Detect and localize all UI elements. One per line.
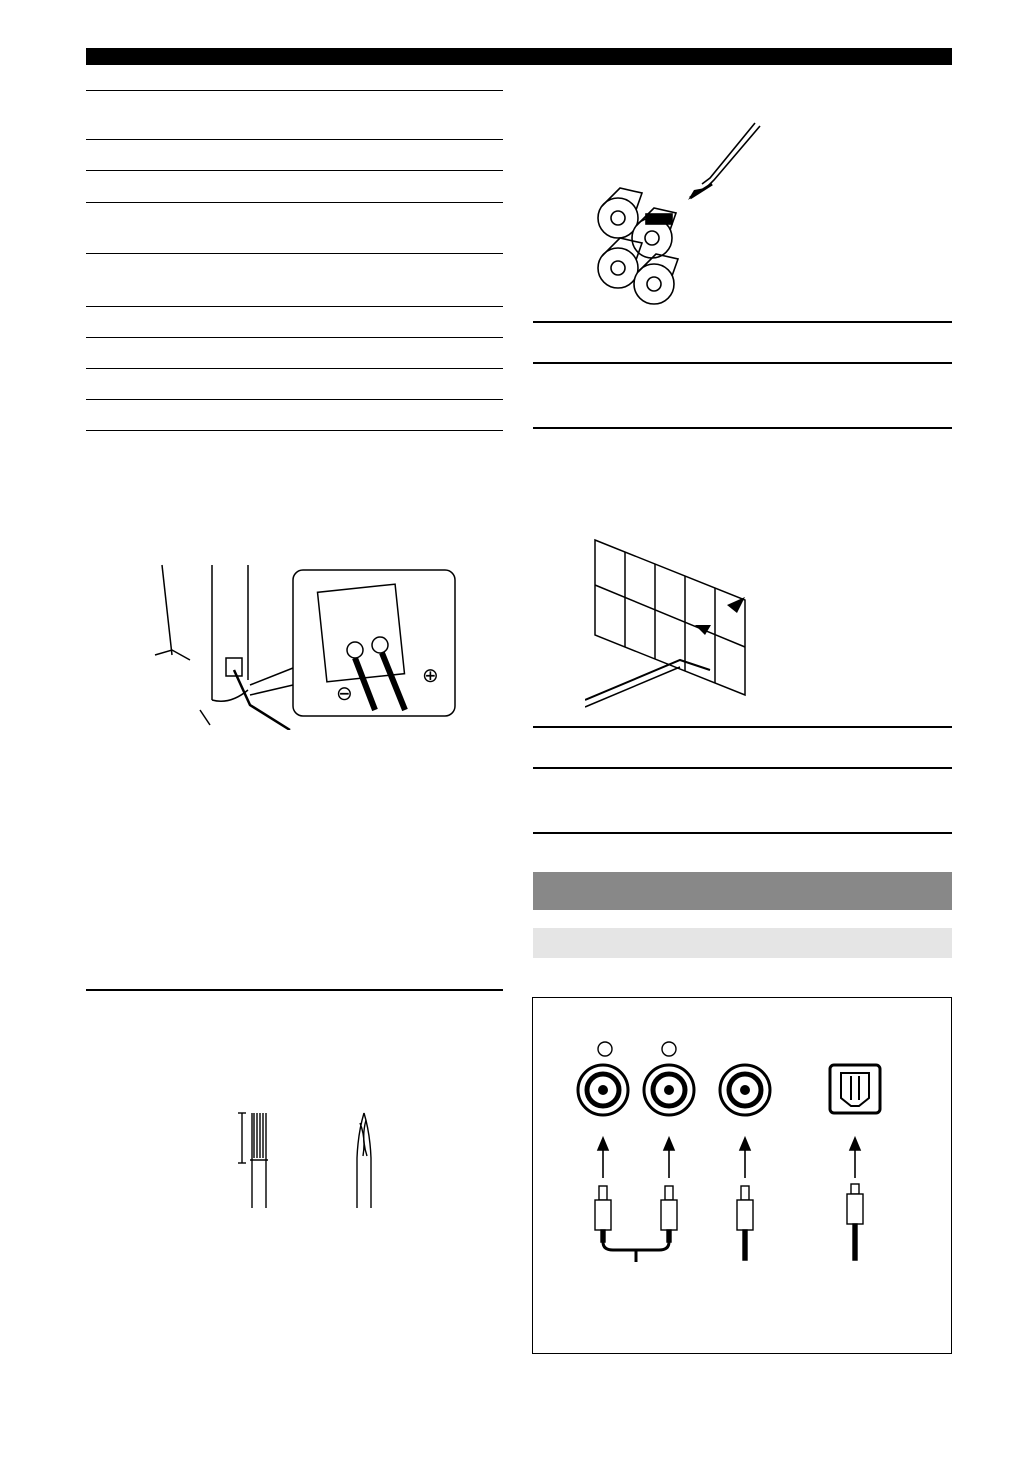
speaker-terminal-rear-figure xyxy=(150,560,460,730)
table-rule xyxy=(86,139,503,140)
indicator-circle xyxy=(662,1042,676,1056)
rca-jack-left xyxy=(578,1065,628,1115)
arrow-icon xyxy=(690,184,712,198)
input-jacks-figure xyxy=(532,997,952,1354)
arrow-up-icon xyxy=(850,1138,860,1150)
table-rule xyxy=(86,253,503,254)
subsection-header-bar xyxy=(533,928,952,958)
table-rule xyxy=(86,989,503,991)
table-rule xyxy=(86,170,503,171)
arrow-up-icon xyxy=(598,1138,608,1150)
rca-plug xyxy=(737,1186,753,1260)
table-rule xyxy=(533,321,952,323)
stereo-cable xyxy=(603,1242,669,1250)
table-rule xyxy=(533,362,952,364)
table-rule xyxy=(533,767,952,769)
table-rule xyxy=(86,368,503,369)
table-rule xyxy=(86,306,503,307)
arrow-up-icon xyxy=(664,1138,674,1150)
rca-plug xyxy=(595,1186,611,1242)
arrow-up-icon xyxy=(740,1138,750,1150)
section-header-bar xyxy=(533,872,952,910)
optical-plug xyxy=(847,1184,863,1260)
spring-terminal-connection-figure xyxy=(585,535,760,710)
wire-stripping-figure xyxy=(230,1108,380,1213)
table-rule xyxy=(86,430,503,431)
table-rule xyxy=(533,726,952,728)
table-rule xyxy=(86,337,503,338)
minus-icon: ⊖ xyxy=(336,683,353,705)
rca-jack-right xyxy=(644,1065,694,1115)
table-rule xyxy=(86,399,503,400)
optical-jack xyxy=(830,1065,880,1113)
rca-plug xyxy=(661,1186,677,1242)
table-rule xyxy=(86,90,503,91)
plus-icon: ⊕ xyxy=(422,665,439,687)
header-band xyxy=(86,48,952,65)
table-rule xyxy=(86,202,503,203)
input-jacks-drawing xyxy=(533,998,951,1353)
rca-jack-single xyxy=(720,1065,770,1115)
binding-post xyxy=(634,254,678,304)
indicator-circle xyxy=(598,1042,612,1056)
table-rule xyxy=(533,832,952,834)
table-rule xyxy=(533,427,952,429)
binding-post-connection-figure xyxy=(590,118,770,308)
